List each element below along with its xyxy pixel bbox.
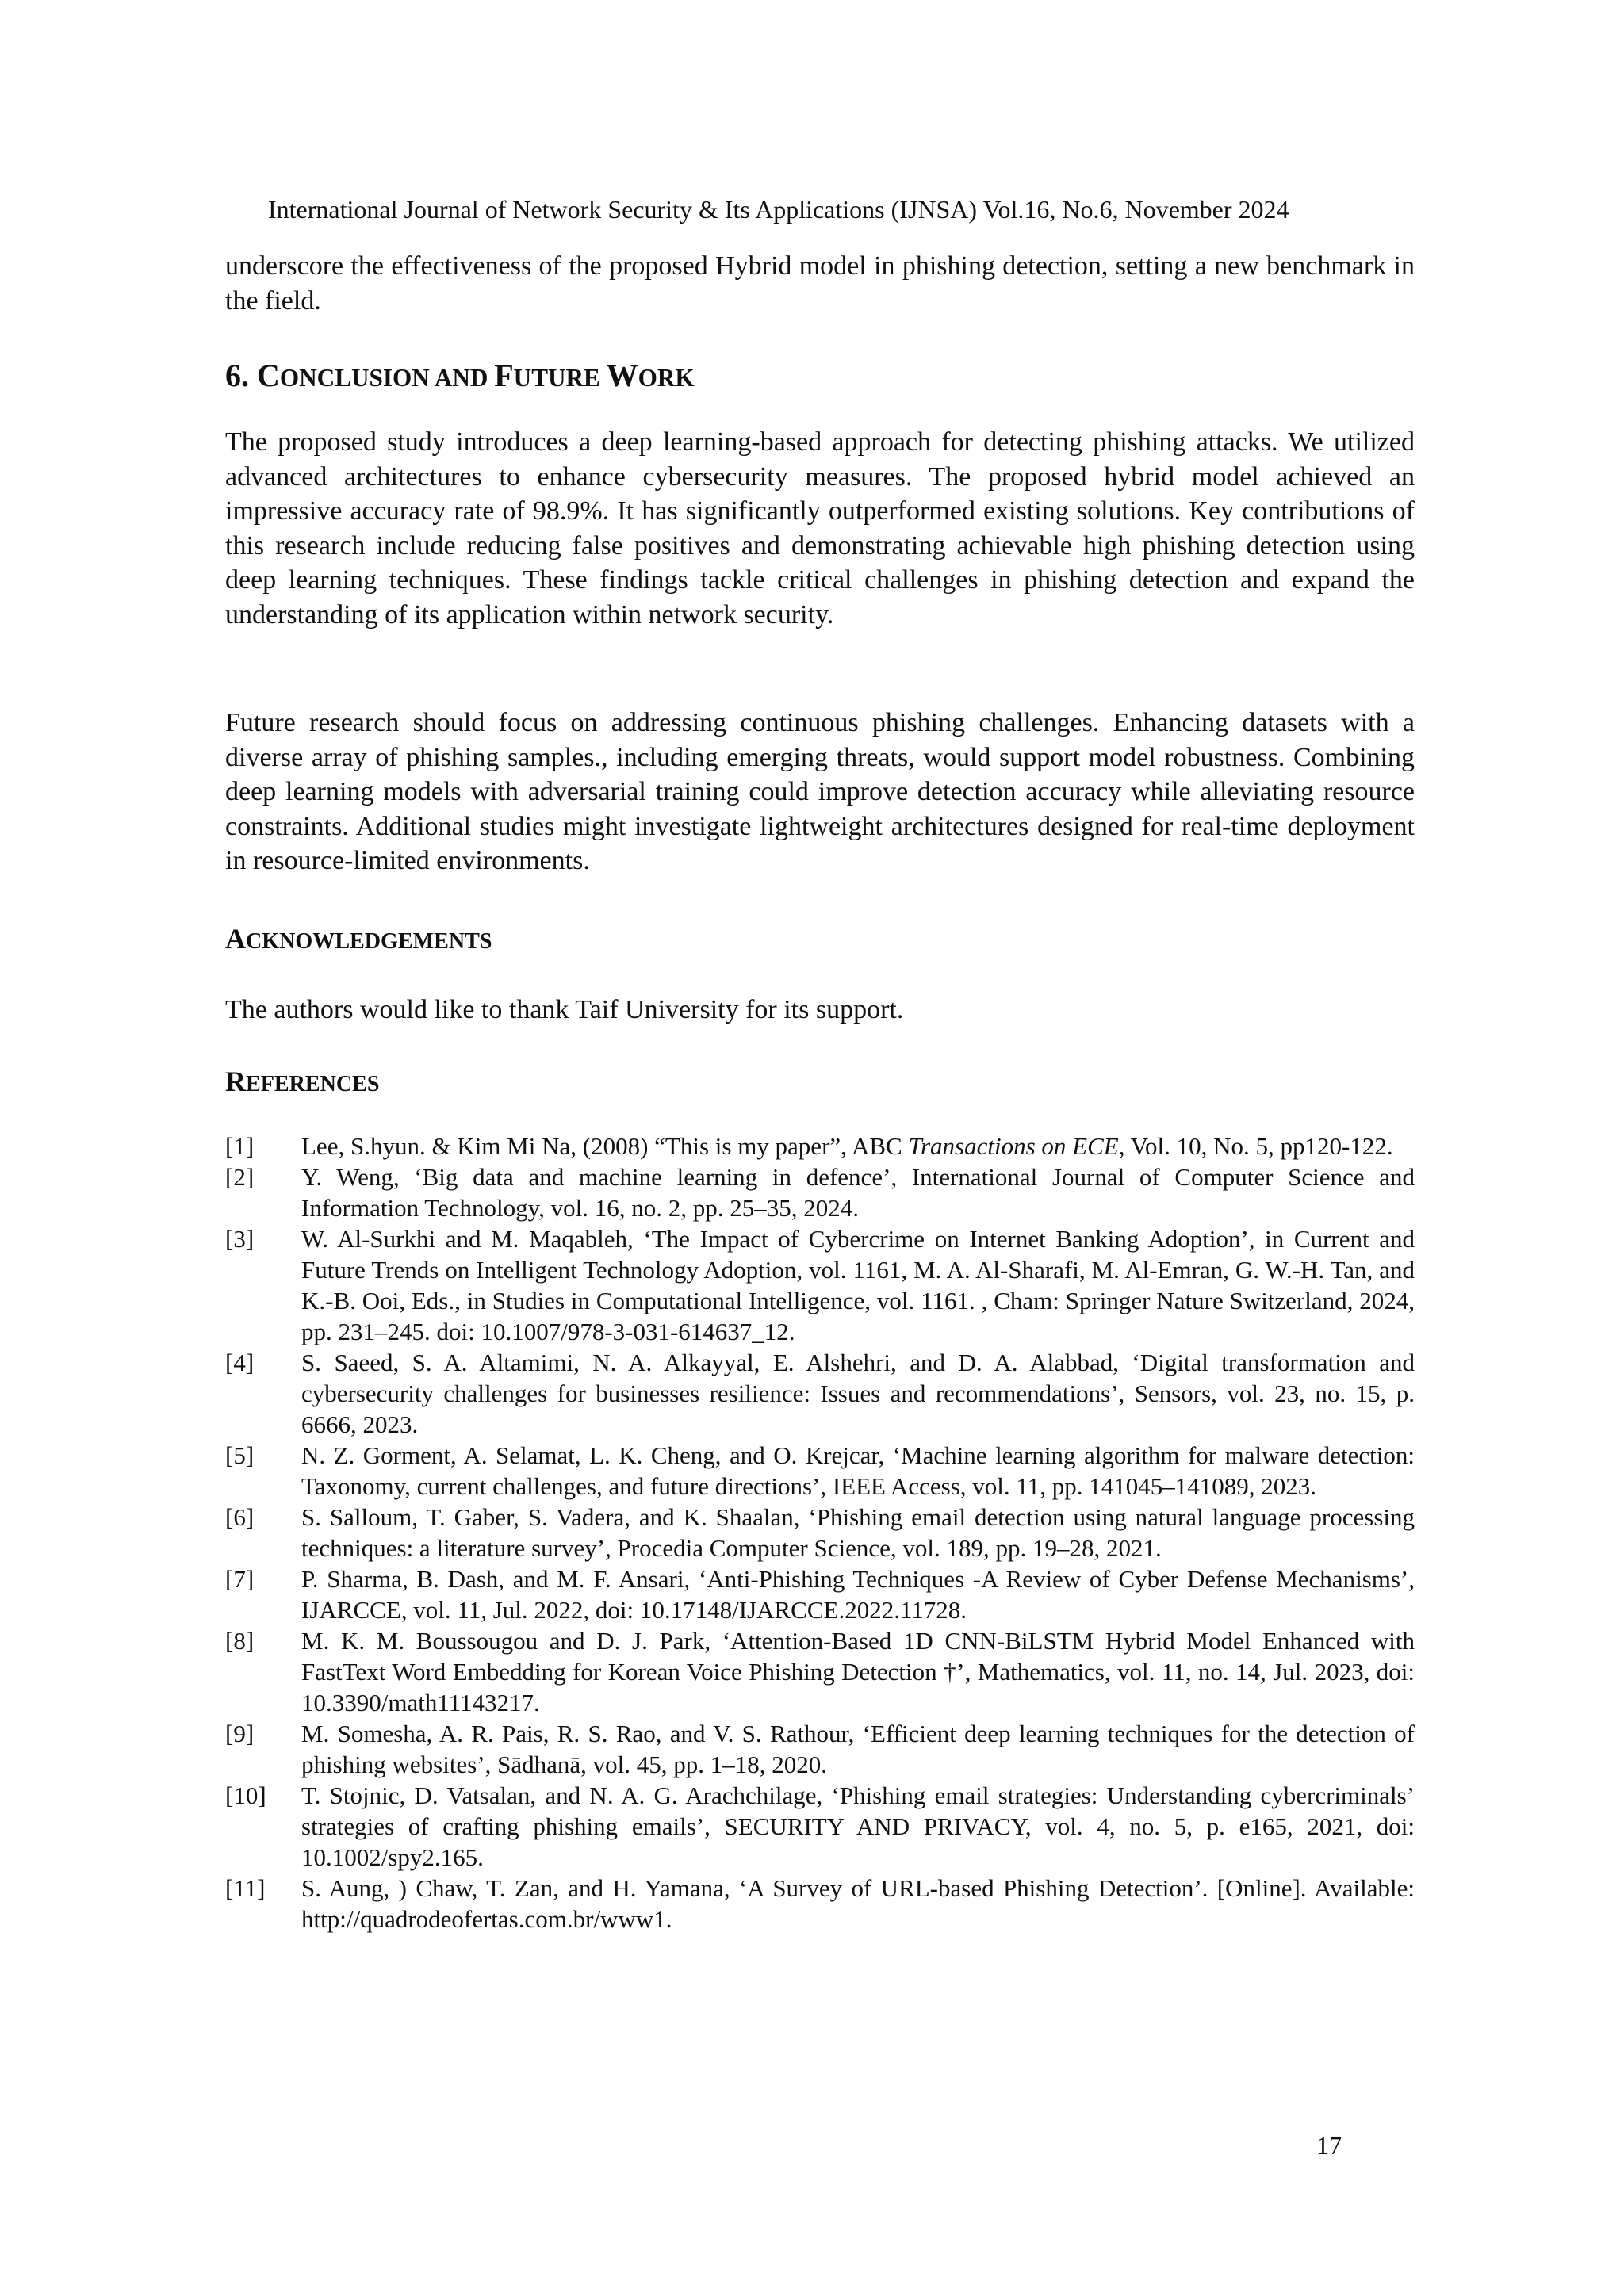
section-heading-references [225,1064,1415,1102]
reference-text-pre: Lee, S.hyun. & Kim Mi Na, (2008) “This is my paper”, ABC [301,1132,909,1160]
reference-text: S. Salloum, T. Gaber, S. Vadera, and K. Shaalan, ‘Phishing email detection using natural language processing techniques: a literature survey’, Procedia Computer Science, vol. 189, pp. 19–28, 2021. [301,1503,1415,1562]
heading-letter-c: C [257,358,280,393]
reference-text: S. Saeed, S. A. Altamimi, N. A. Alkayyal, E. Alshehri, and D. A. Alabbad, ‘Digital transformation and cybersecurity challenges for businesses resilience: Issues and recommendations’, Sensors, vol. 23, no. 15, p. 6666, 2023. [301,1349,1415,1438]
reference-item [225,1625,1415,1718]
reference-list [225,1131,1415,1934]
conclusion-paragraph-2: Future research should focus on addressing continuous phishing challenges. Enhancing datasets with a diverse array of phishing samples., including emerging threats, would support model robustness. Combining deep learning models with adversarial training could improve detection accuracy while alleviating resource constraints. Additional studies might investigate lightweight architectures designed for real-time deployment in resource-limited environments. [225,708,1415,875]
ref-heading-first: R [225,1066,246,1097]
reference-text: T. Stojnic, D. Vatsalan, and N. A. G. Arachchilage, ‘Phishing email strategies: Understanding cybercriminals’ strategies of crafting phishing emails’, SECURITY AND PRIVACY, vol. 4, no. 5, p. e165, 2021, doi: 10.1002/spy2.165. [301,1781,1415,1871]
conclusion-paragraph-2-block [225,706,1415,878]
reference-item [225,1873,1415,1934]
reference-item [225,1563,1415,1625]
acknowledgements-text: The authors would like to thank Taif University for its support. [225,995,904,1024]
conclusion-paragraph-1: The proposed study introduces a deep learning-based approach for detecting phishing attacks. We utilized advanced architectures to enhance cybersecurity measures. The proposed hybrid model achieved an impressive accuracy rate of 98.9%. It has significantly outperformed existing solutions. Key contributions of this research include reducing false positives and demonstrating achievable high phishing detection using deep learning techniques. These findings tackle critical challenges in phishing detection and expand the understanding of its application within network security. [225,427,1415,629]
reference-item [225,1347,1415,1440]
reference-number: [3] [225,1225,255,1253]
reference-text: Y. Weng, ‘Big data and machine learning in defence’, International Journal of Computer Science and Information Technology, vol. 16, no. 2, pp. 25–35, 2024. [301,1163,1415,1222]
reference-item [225,1718,1415,1780]
reference-number: [4] [225,1349,255,1376]
ack-heading-rest: CKNOWLEDGEMENTS [246,929,492,954]
heading-number: 6. [225,358,257,393]
references-heading-block [225,1064,1415,1102]
acknowledgements-text-block [225,993,1415,1027]
reference-number: [8] [225,1627,255,1655]
reference-number: [11] [225,1874,266,1902]
reference-text: M. K. M. Boussougou and D. J. Park, ‘Attention-Based 1D CNN-BiLSTM Hybrid Model Enhanced with FastText Word Embedding for Korean Voice Phishing Detection †’, Mathematics, vol. 11, no. 14, Jul. 2023, doi: 10.3390/math11143217. [301,1627,1415,1716]
reference-text: W. Al-Surkhi and M. Maqableh, ‘The Impact of Cybercrime on Internet Banking Adoption’, in Current and Future Trends on Intelligent Technology Adoption, vol. 1161, M. A. Al-Sharafi, M. Al-Emran, G. W.-H. Tan, and K.-B. Ooi, Eds., in Studies in Computational Intelligence, vol. 1161. , Cham: Springer Nature Switzerland, 2024, pp. 231–245. doi: 10.1007/978-3-031-614637_12. [301,1225,1415,1345]
section-heading-conclusion [225,357,1415,397]
reference-number: [7] [225,1565,255,1593]
acknowledgements-heading-block [225,921,1415,959]
intro-paragraph-block [225,249,1415,318]
conclusion-paragraph-1-block [225,425,1415,632]
ack-heading-first: A [225,923,246,955]
heading-part-3: ORK [638,364,695,392]
heading-letter-w: W [606,358,638,393]
page-number: 17 [1316,2131,1342,2160]
reference-number: [9] [225,1720,255,1747]
reference-item [225,1131,1415,1161]
reference-text: N. Z. Gorment, A. Selamat, L. K. Cheng, and O. Krejcar, ‘Machine learning algorithm for malware detection: Taxonomy, current challenges, and future directions’, IEEE Access, vol. 11, pp. 141045–141089, 2023. [301,1441,1415,1500]
reference-number: [5] [225,1441,255,1469]
running-header: International Journal of Network Security & Its Applications (IJNSA) Vol.16, No.6, November 2024 [268,195,1289,224]
reference-item [225,1780,1415,1873]
reference-text: S. Aung, ) Chaw, T. Zan, and H. Yamana, ‘A Survey of URL-based Phishing Detection’. [Online]. Available: http://quadrodeofertas.com.br/www1. [301,1874,1415,1933]
ref-heading-rest: EFERENCES [246,1072,380,1096]
reference-text: P. Sharma, B. Dash, and M. F. Ansari, ‘Anti-Phishing Techniques -A Review of Cyber Defense Mechanisms’, IJARCCE, vol. 11, Jul. 2022, doi: 10.17148/IJARCCE.2022.11728. [301,1565,1415,1624]
heading-part-2: UTURE [513,364,607,392]
heading-letter-f: F [494,358,514,393]
reference-text-italic: Transactions on ECE [908,1132,1119,1160]
reference-item [225,1223,1415,1347]
intro-paragraph: underscore the effectiveness of the proposed Hybrid model in phishing detection, setting a new benchmark in the field. [225,251,1415,316]
reference-number: [10] [225,1781,266,1809]
reference-item [225,1440,1415,1502]
reference-number: [1] [225,1132,255,1160]
heading-part-1: ONCLUSION AND [279,364,495,392]
reference-item [225,1502,1415,1563]
reference-item [225,1161,1415,1223]
reference-text: M. Somesha, A. R. Pais, R. S. Rao, and V. S. Rathour, ‘Efficient deep learning techniques for the detection of phishing websites’, Sādhanā, vol. 45, pp. 1–18, 2020. [301,1720,1415,1778]
reference-number: [2] [225,1163,255,1191]
section-heading-acknowledgements [225,921,1415,959]
conclusion-heading-block [225,357,1415,397]
reference-number: [6] [225,1503,255,1531]
reference-text [301,1131,1415,1161]
reference-text-post: , Vol. 10, No. 5, pp120-122. [1118,1132,1393,1160]
